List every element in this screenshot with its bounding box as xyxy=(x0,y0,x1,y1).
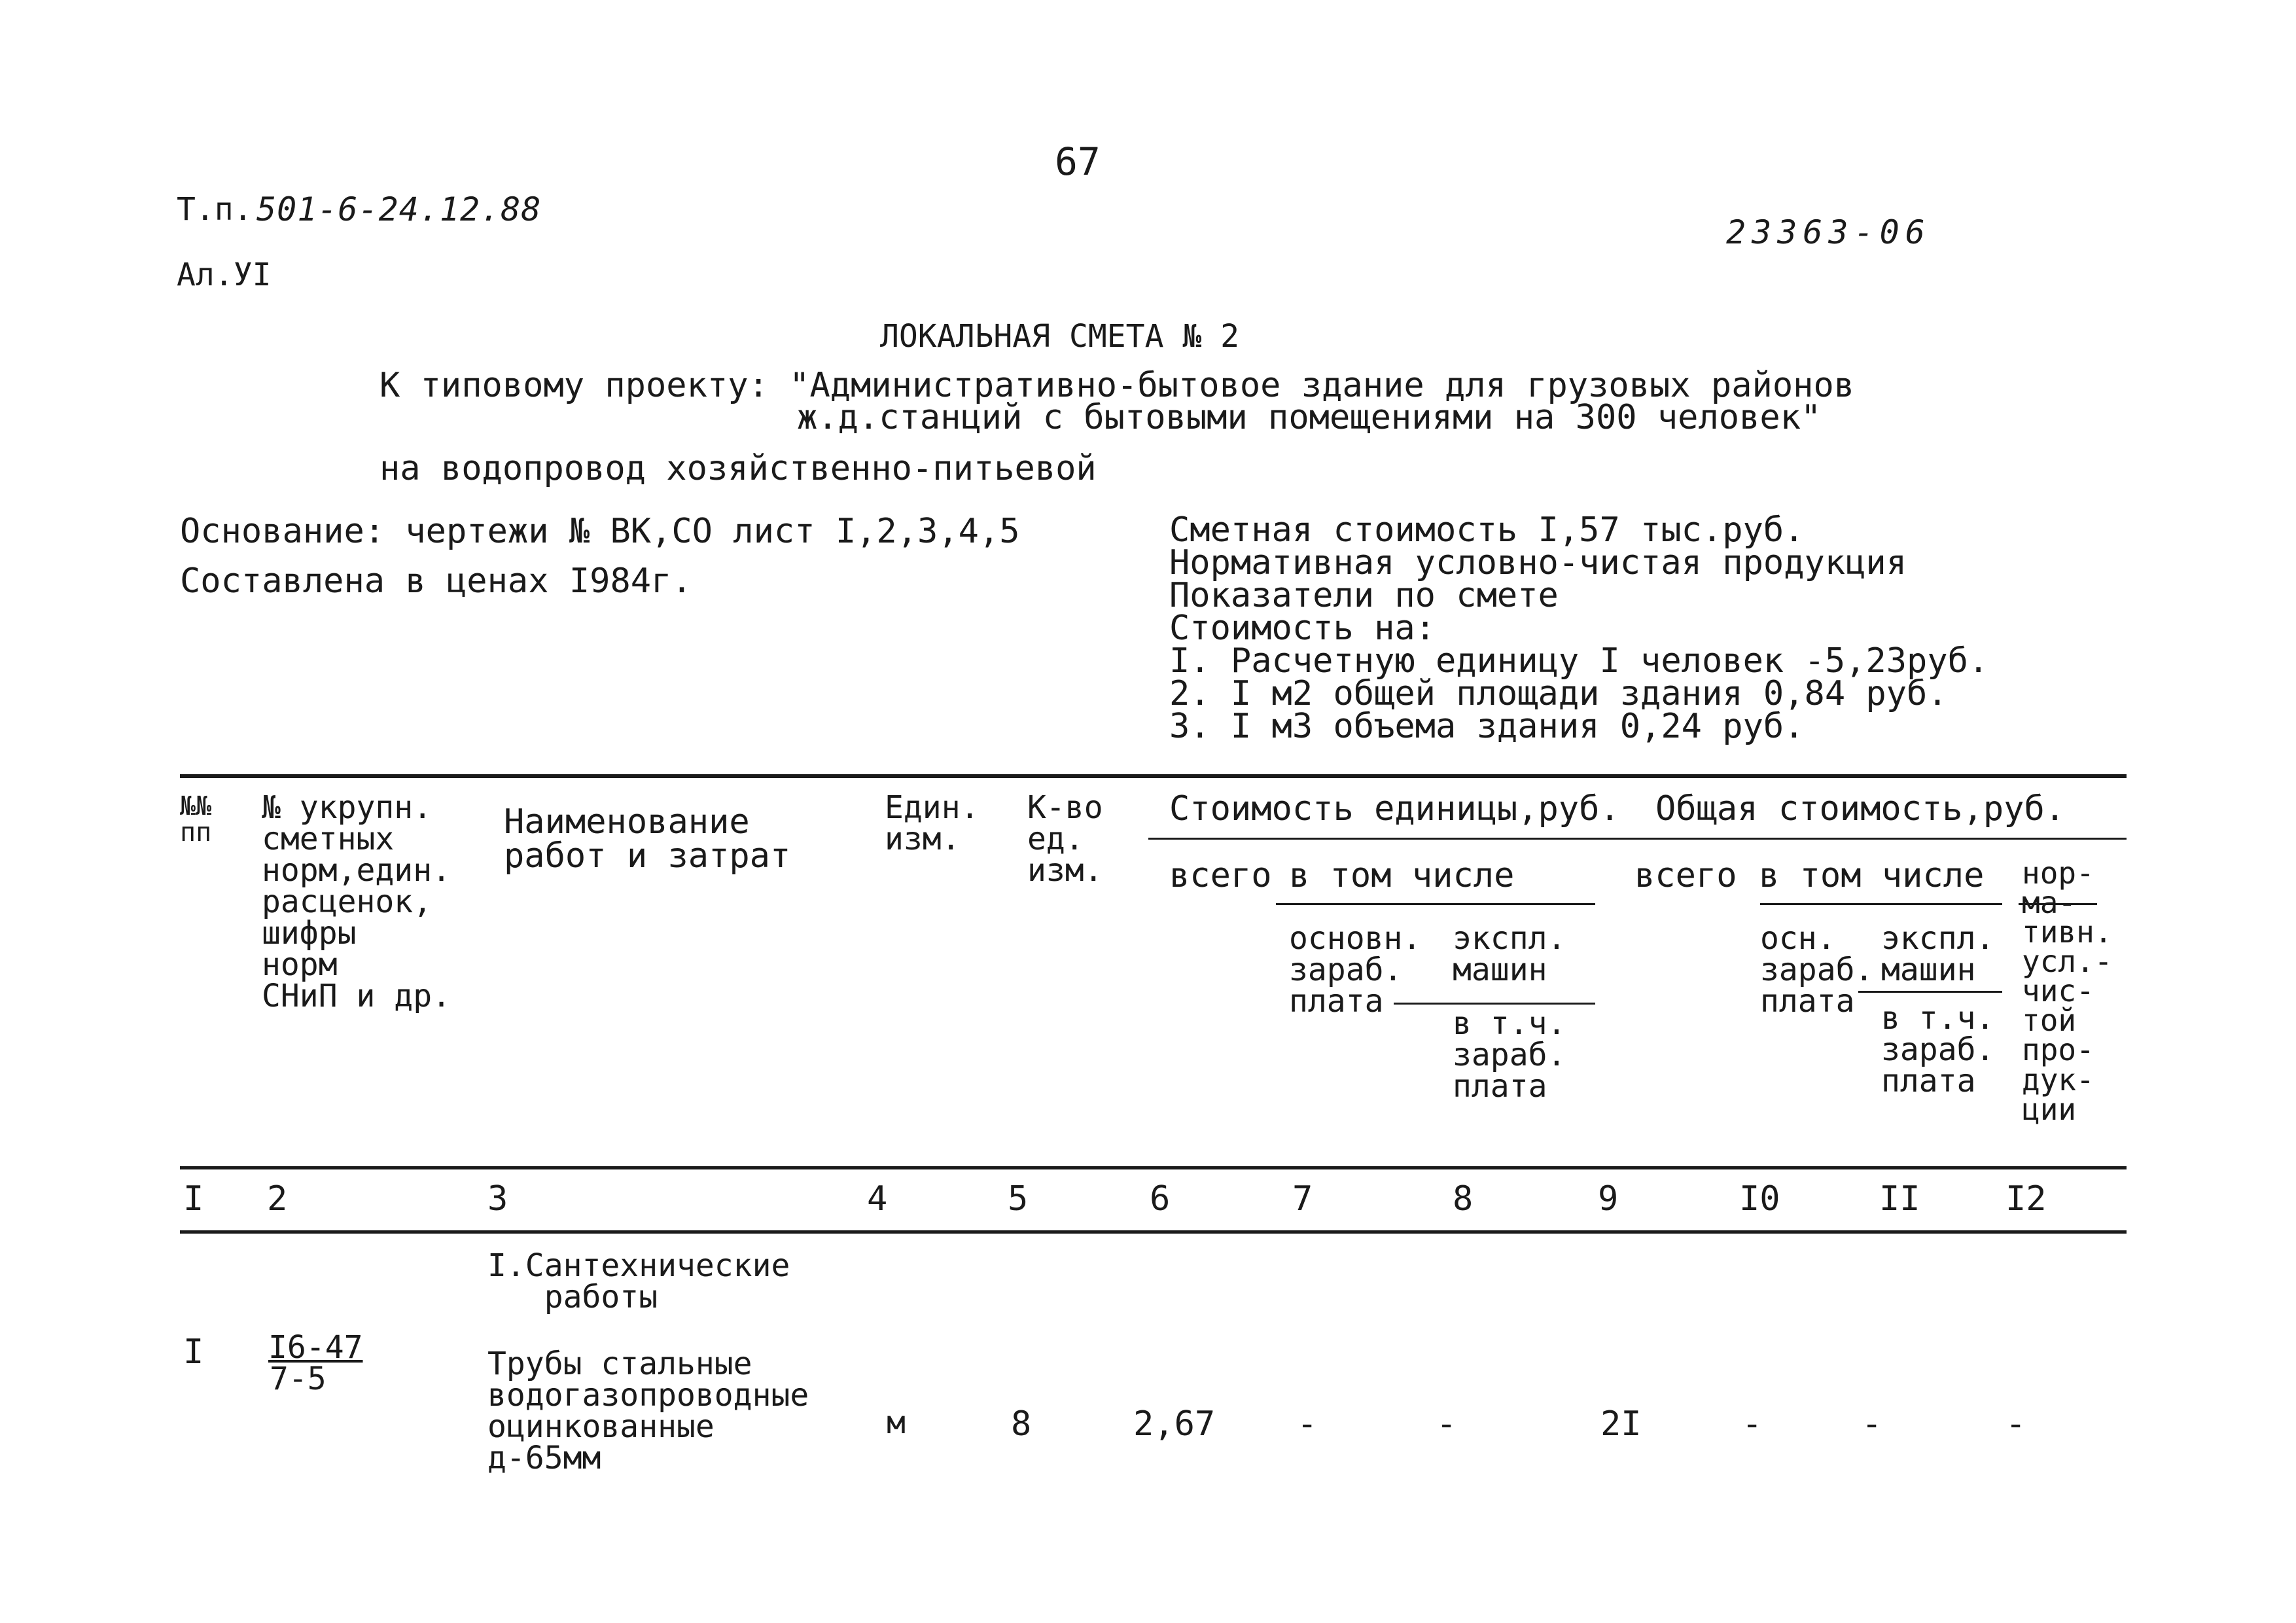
doc-ref-handwritten: 501-6-24.12.88 xyxy=(256,190,542,228)
header-unit-machines: экспл. машин xyxy=(1453,920,1566,988)
column-number: 2 xyxy=(267,1179,288,1219)
row-norm-code-bottom: 7-5 xyxy=(270,1361,327,1397)
doc-ref-prefix: Т.п. xyxy=(177,191,253,228)
header-total: всего xyxy=(1634,856,1737,895)
row-quantity: 8 xyxy=(1011,1404,1032,1444)
row-unit: м xyxy=(887,1404,906,1441)
unit-incl-rule xyxy=(1276,903,1595,905)
header-work-name: Наименование работ и затрат xyxy=(504,802,791,876)
header-total-mach-wage: в т.ч. зараб. плата xyxy=(1881,1000,1995,1099)
unit-mach-rule xyxy=(1394,1003,1595,1005)
header-total-incl: в том числе xyxy=(1759,856,1985,895)
header-unit-incl: в том числе xyxy=(1289,856,1515,895)
header-item-number: №№ пп xyxy=(180,791,212,847)
album-label: Ал.УI xyxy=(177,257,272,293)
total-incl-rule xyxy=(1760,903,2002,905)
basis-line: Основание: чертежи № ВК,СО лист I,2,3,4,5 xyxy=(180,512,1020,551)
cost-group-rule xyxy=(1148,838,2127,840)
column-number: 9 xyxy=(1598,1179,1619,1219)
summary-line: Сметная стоимость I,57 тыс.руб. xyxy=(1169,510,1805,550)
row-unit-wage: - xyxy=(1297,1404,1318,1444)
summary-line: Показатели по смете xyxy=(1169,576,1559,615)
column-number: 4 xyxy=(867,1179,888,1219)
row-unit-total: 2,67 xyxy=(1133,1404,1216,1444)
column-number: I0 xyxy=(1739,1179,1780,1219)
row-norm-code-top: I6-47 xyxy=(268,1329,363,1366)
purpose-line: на водопровод хозяйственно-питьевой xyxy=(380,449,1097,488)
header-unit-wage: основн. зараб. плата xyxy=(1289,920,1422,1020)
summary-line: I. Расчетную единицу I человек -5,23руб. xyxy=(1169,641,1989,681)
header-unit-total: всего xyxy=(1169,856,1272,895)
row-normative-product: - xyxy=(2005,1404,2026,1444)
page-number: 67 xyxy=(1055,139,1101,184)
header-unit: Един. изм. xyxy=(885,789,980,857)
estimate-title: ЛОКАЛЬНАЯ СМЕТА № 2 xyxy=(880,318,1240,355)
header-normative-product: нор- ма- тивн. усл.- чис- той про- дук- ции xyxy=(2022,855,2113,1127)
project-line-1: К типовому проекту: "Административно-бытовое здание для грузовых районов xyxy=(380,366,1855,405)
header-total-cost: Общая стоимость,руб. xyxy=(1655,789,2066,829)
column-number: 8 xyxy=(1453,1179,1474,1219)
column-number: 3 xyxy=(487,1179,508,1219)
summary-line: Нормативная условно-чистая продукция xyxy=(1169,543,1907,582)
summary-line: Стоимость на: xyxy=(1169,609,1436,648)
row-total-wage: - xyxy=(1742,1404,1763,1444)
column-number: I xyxy=(183,1179,204,1219)
header-norm-code: № укрупн. сметных норм,един. расценок, шифры норм СНиП и др. xyxy=(262,789,451,1014)
inventory-number: 23363-06 xyxy=(1726,213,1931,251)
header-unit-mach-wage: в т.ч. зараб. плата xyxy=(1453,1005,1566,1105)
header-quantity: К-во ед. изм. xyxy=(1027,789,1103,889)
row-total-machines: - xyxy=(1862,1404,1882,1444)
column-number: 6 xyxy=(1150,1179,1171,1219)
header-bottom-rule xyxy=(180,1166,2127,1169)
row-total: 2I xyxy=(1600,1404,1642,1444)
row-work-name: Трубы стальные водогазопроводные оцинкованные д-65мм xyxy=(487,1346,809,1476)
summary-line: 2. I м2 общей площади здания 0,84 руб. xyxy=(1169,674,1948,713)
column-numbers-rule xyxy=(180,1230,2127,1234)
column-number: I2 xyxy=(2005,1179,2047,1219)
total-mach-rule xyxy=(1858,991,2002,993)
summary-line: 3. I м3 объема здания 0,24 руб. xyxy=(1169,707,1805,746)
row-number: I xyxy=(183,1332,204,1372)
column-number: II xyxy=(1879,1179,1920,1219)
row-unit-machines: - xyxy=(1436,1404,1457,1444)
header-total-wage: осн. зараб. плата xyxy=(1760,920,1874,1020)
project-line-2: ж.д.станций с бытовыми помещениями на 300 человек" xyxy=(797,398,1822,437)
table-top-rule xyxy=(180,774,2127,778)
header-total-machines: экспл. машин xyxy=(1881,920,1995,988)
header-unit-cost: Стоимость единицы,руб. xyxy=(1169,789,1620,829)
column-number: 5 xyxy=(1008,1179,1029,1219)
section-title: I.Сантехнические работы xyxy=(487,1247,790,1315)
column-number: 7 xyxy=(1292,1179,1313,1219)
prices-line: Составлена в ценах I984г. xyxy=(180,562,692,601)
